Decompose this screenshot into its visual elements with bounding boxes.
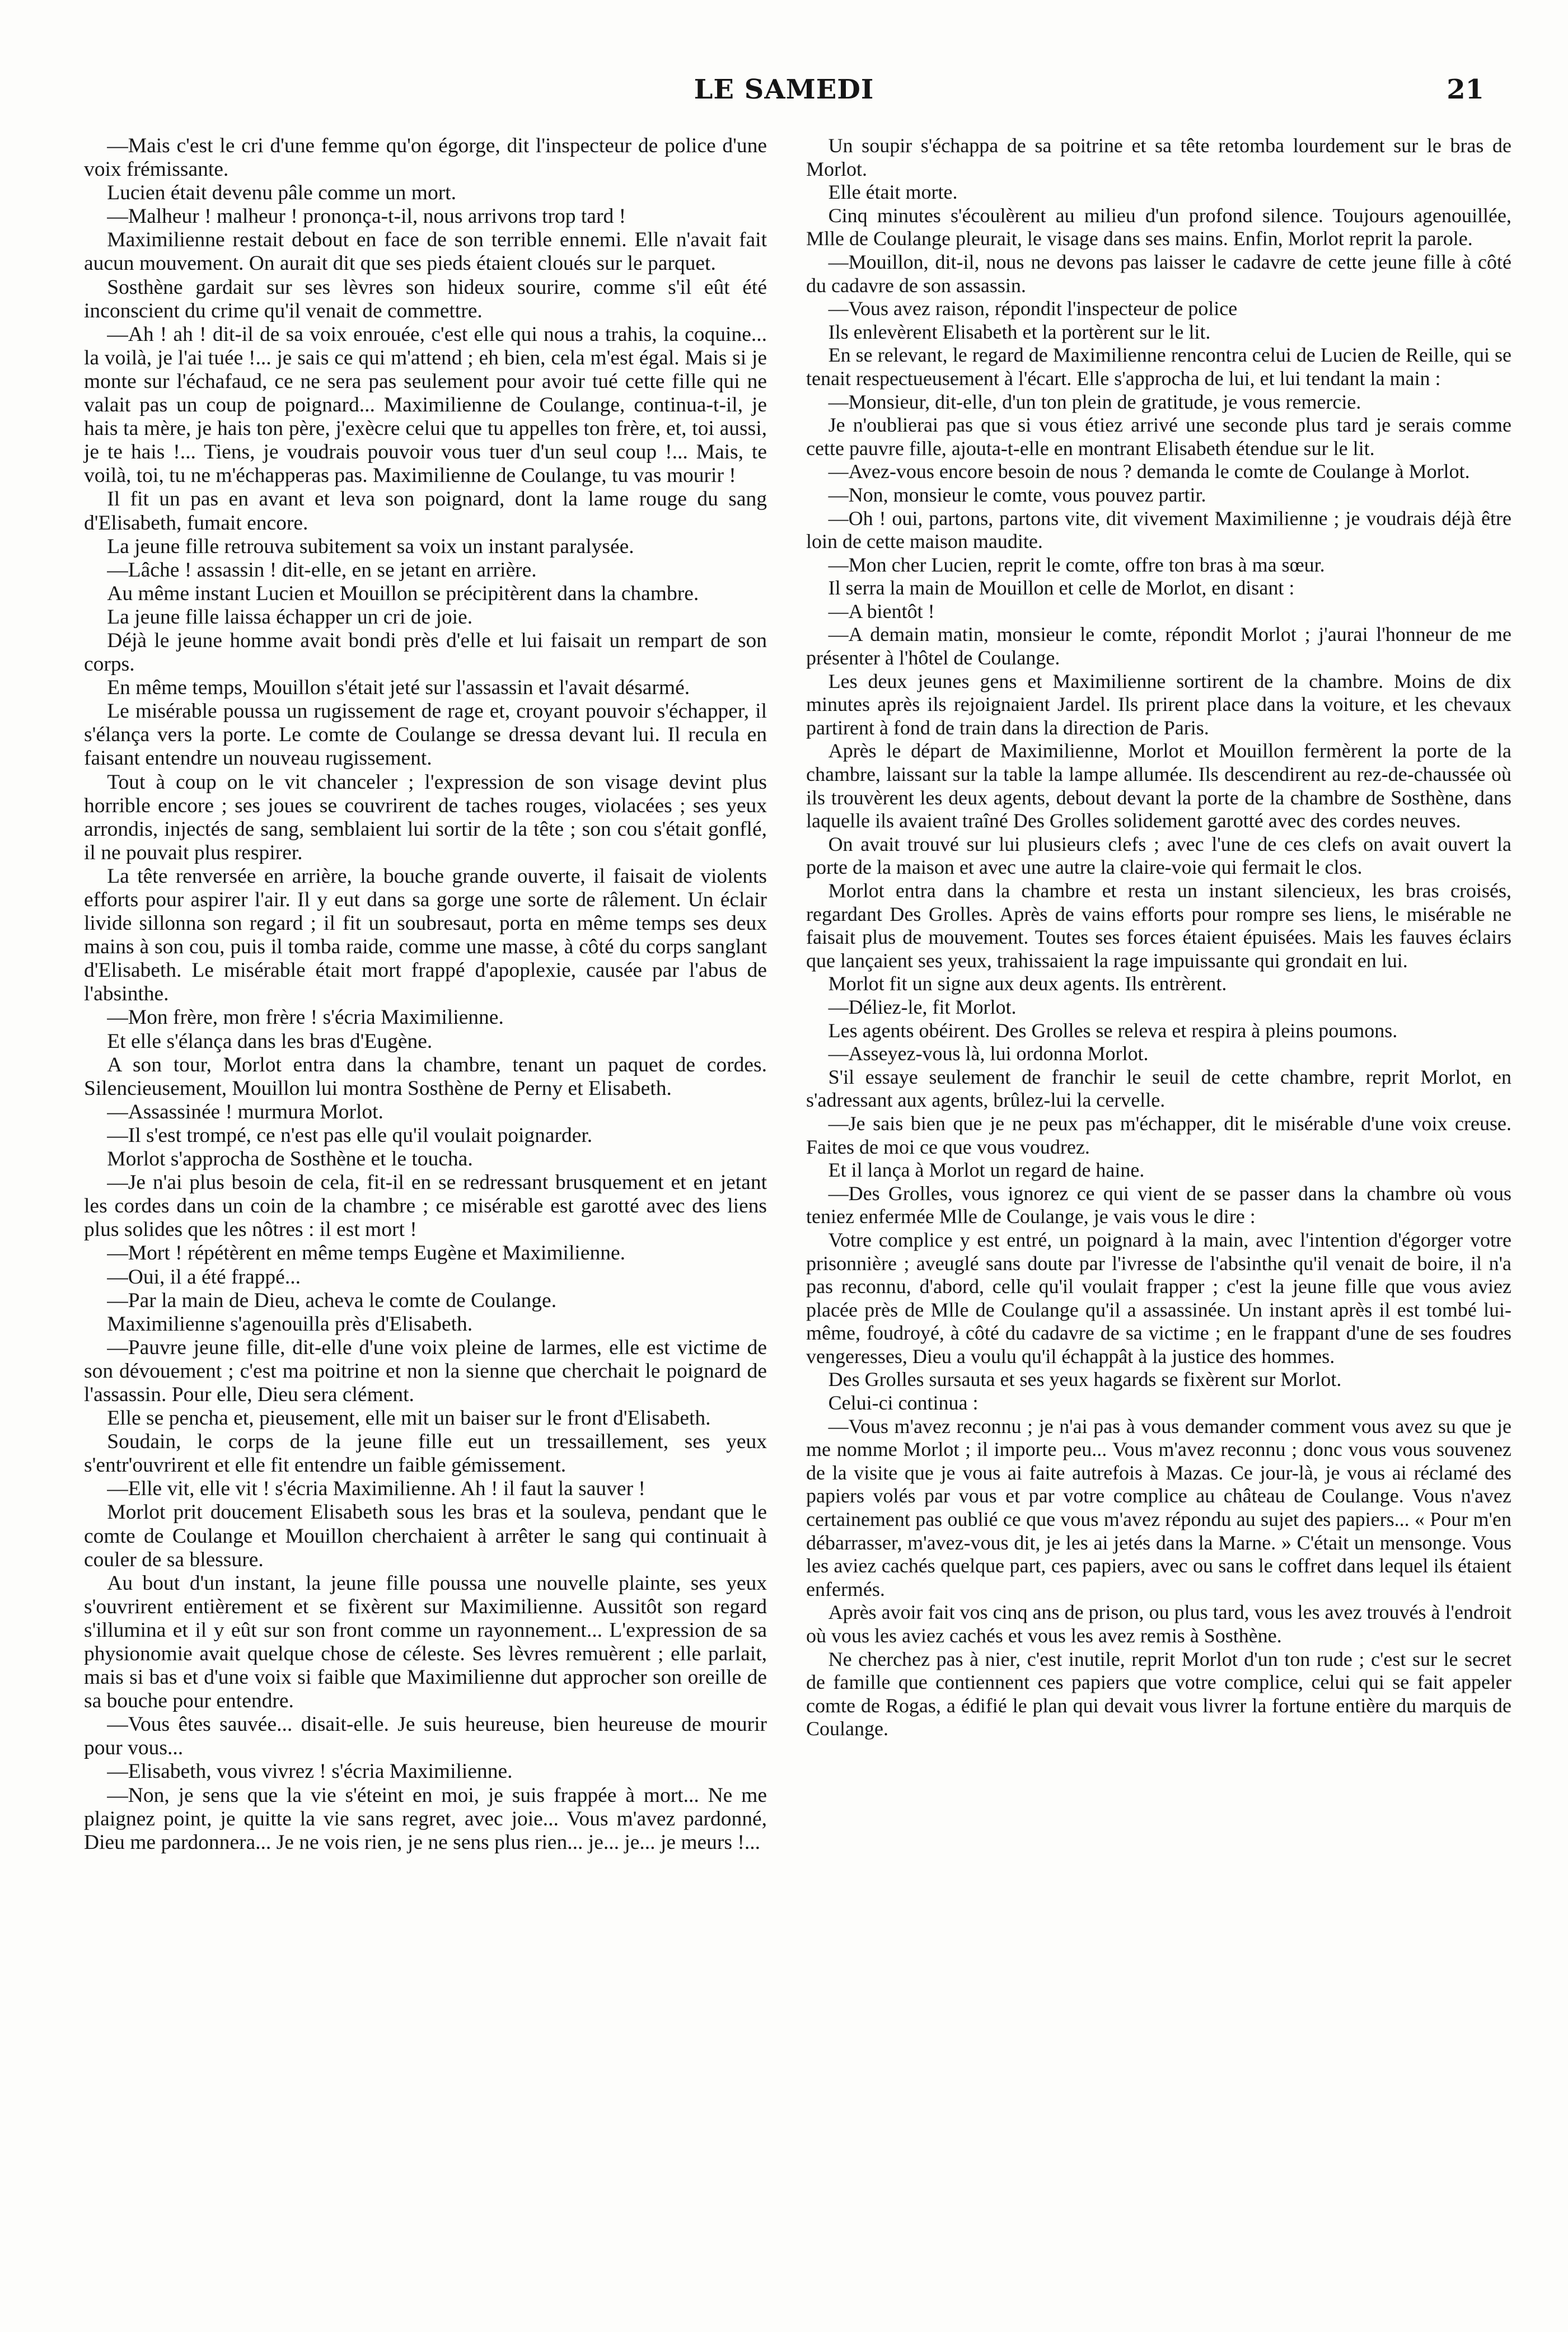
paragraph: —Non, je sens que la vie s'éteint en moi, je suis frappée à mort... Ne me plaignez point, je quitte la vie sans regret, avec joie... Vous m'avez pardonné, Dieu me pardonnera... Je ne vois rien, je ne sens plus rien... je... je... je meurs !... xyxy=(84,1783,767,1854)
paragraph: —Par la main de Dieu, acheva le comte de Coulange. xyxy=(107,1289,557,1312)
paragraph: —Je sais bien que je ne peux pas m'échapper, dit le misérable d'une voix creuse. Faites de moi ce que vous voudrez. xyxy=(806,1112,1511,1158)
paragraph: Après avoir fait vos cinq ans de prison, ou plus tard, vous les avez trouvés à l'endroit où vous les aviez cachés et vous les avez remis à Sosthène. xyxy=(806,1601,1511,1647)
paragraph: Maximilienne restait debout en face de son terrible ennemi. Elle n'avait fait aucun mouvement. On aurait dit que ses pieds étaient cloués sur le parquet. xyxy=(84,228,767,275)
paragraph: La jeune fille retrouva subitement sa voix un instant paralysée. xyxy=(107,535,634,558)
paragraph: —Lâche ! assassin ! dit-elle, en se jetant en arrière. xyxy=(107,558,537,582)
paragraph: Celui-ci continua : xyxy=(828,1392,979,1415)
paragraph: Soudain, le corps de la jeune fille eut un tressaillement, ses yeux s'entr'ouvrirent et elle fit entendre un faible gémissement. xyxy=(84,1430,767,1477)
paragraph: Sosthène gardait sur ses lèvres son hideux sourire, comme s'il eût été inconscient du crime qu'il venait de commettre. xyxy=(84,275,767,322)
paragraph: —Asseyez-vous là, lui ordonna Morlot. xyxy=(828,1042,1149,1065)
paragraph: —Monsieur, dit-elle, d'un ton plein de gratitude, je vous remercie. xyxy=(828,390,1361,413)
paragraph: —Mouillon, dit-il, nous ne devons pas laisser le cadavre de cette jeune fille à côté du cadavre de son assassin. xyxy=(806,250,1511,297)
paragraph: —Malheur ! malheur ! prononça-t-il, nous arrivons trop tard ! xyxy=(107,205,626,228)
paragraph: —Oh ! oui, partons, partons vite, dit vivement Maximilienne ; je voudrais déjà être loin de cette maison maudite. xyxy=(806,507,1511,553)
paragraph: —Mon frère, mon frère ! s'écria Maximilienne. xyxy=(107,1006,504,1029)
paragraph: —Vous avez raison, répondit l'inspecteur de police xyxy=(828,297,1238,320)
paragraph: Elle se pencha et, pieusement, elle mit un baiser sur le front d'Elisabeth. xyxy=(107,1407,711,1430)
paragraph: —Elle vit, elle vit ! s'écria Maximilienne. Ah ! il faut la sauver ! xyxy=(107,1477,645,1501)
paragraph: S'il essaye seulement de franchir le seuil de cette chambre, reprit Morlot, en s'adressant aux agents, brûlez-lui la cervelle. xyxy=(806,1065,1511,1112)
paragraph: Il serra la main de Mouillon et celle de Morlot, en disant : xyxy=(828,577,1295,600)
right-column xyxy=(806,134,1511,1741)
paragraph: Au bout d'un instant, la jeune fille poussa une nouvelle plainte, ses yeux s'ouvrirent entièrement et se fixèrent sur Maximilienne. Aussitôt son regard s'illumina et il y eût sur son front comme un rayonnement... L'expression de sa physionomie avait quelque chose de céleste. Ses lèvres remuèrent ; elle parlait, mais si bas et d'une voix si faible que Maximilienne dut approcher son oreille de sa bouche pour entendre. xyxy=(84,1571,767,1713)
paragraph: —Vous m'avez reconnu ; je n'ai pas à vous demander comment vous avez su que je me nomme Morlot ; il importe peu... Vous m'avez reconnu ; donc vous vous souvenez de la visite que je vous ai faite autrefois à Mazas. Ce jour-là, je vous ai réclamé des papiers volés par vous et par votre complice au château de Coulange. Vous n'avez certainement pas oublié ce que vous m'avez répondu au sujet des papiers... « Pour m'en débarrasser, m'avez-vous dit, je les ai jetés dans la Marne. » C'était un mensonge. Vous les aviez cachés quelque part, ces papiers, avec ou sans le coffret dans lequel ils étaient enfermés. xyxy=(806,1415,1511,1600)
paragraph: Lucien était devenu pâle comme un mort. xyxy=(107,181,456,205)
paragraph: —Je n'ai plus besoin de cela, fit-il en se redressant brusquement et en jetant les cordes dans un coin de la chambre ; ce misérable est garotté avec des liens plus solides que les nôtres : il est mort ! xyxy=(84,1171,767,1242)
paragraph: Les agents obéirent. Des Grolles se releva et respira à pleins poumons. xyxy=(828,1019,1398,1042)
paragraph: On avait trouvé sur lui plusieurs clefs ; avec l'une de ces clefs on avait ouvert la porte de la maison et avec une autre la claire-voie qui fermait le clos. xyxy=(806,832,1511,879)
paragraph: —Oui, il a été frappé... xyxy=(107,1265,301,1289)
paragraph: Il fit un pas en avant et leva son poignard, dont la lame rouge du sang d'Elisabeth, fumait encore. xyxy=(84,488,767,535)
paragraph: Elle était morte. xyxy=(828,181,958,204)
paragraph: Le misérable poussa un rugissement de rage et, croyant pouvoir s'échapper, il s'élança vers la porte. Le comte de Coulange se dressa devant lui. Il recula en faisant entendre un nouveau rugissement. xyxy=(84,700,767,770)
paragraph: Morlot s'approcha de Sosthène et le toucha. xyxy=(107,1148,473,1171)
paragraph: —Mon cher Lucien, reprit le comte, offre ton bras à ma sœur. xyxy=(828,553,1325,576)
paragraph: —Elisabeth, vous vivrez ! s'écria Maximilienne. xyxy=(107,1760,513,1783)
paragraph: Des Grolles sursauta et ses yeux hagards se fixèrent sur Morlot. xyxy=(828,1368,1342,1391)
paragraph: —Déliez-le, fit Morlot. xyxy=(828,995,1017,1018)
paragraph: Morlot entra dans la chambre et resta un instant silencieux, les bras croisés, regardant Des Grolles. Après de vains efforts pour rompre ses liens, le misérable ne faisait plus de mouvement. Toutes ses forces étaient épuisées. Mais les fauves éclairs que lançaient ses yeux, trahissaient la rage impuissante qui grondait en lui. xyxy=(806,879,1511,972)
paragraph: Ils enlevèrent Elisabeth et la portèrent sur le lit. xyxy=(828,320,1211,343)
paragraph: Les deux jeunes gens et Maximilienne sortirent de la chambre. Moins de dix minutes après ils rejoignaient Jardel. Ils prirent place dans la voiture, et les chevaux partirent à fond de train dans la direction de Paris. xyxy=(806,669,1511,739)
paragraph: Tout à coup on le vit chanceler ; l'expression de son visage devint plus horrible encore ; ses joues se couvrirent de taches rouges, violacées ; ses yeux arrondis, injectés de sang, semblaient lui sortir de la tête ; son cou s'était gonflé, il ne pouvait plus respirer. xyxy=(84,770,767,864)
paragraph: Maximilienne s'agenouilla près d'Elisabeth. xyxy=(107,1312,473,1336)
page-header xyxy=(84,66,1484,113)
paragraph: —Avez-vous encore besoin de nous ? demanda le comte de Coulange à Morlot. xyxy=(828,460,1470,483)
paragraph: Et elle s'élança dans les bras d'Eugène. xyxy=(107,1029,433,1053)
paragraph: —Assassinée ! murmura Morlot. xyxy=(107,1100,383,1123)
paragraph: —Non, monsieur le comte, vous pouvez partir. xyxy=(828,483,1206,506)
paragraph: Déjà le jeune homme avait bondi près d'elle et lui faisait un rempart de son corps. xyxy=(84,629,767,676)
paragraph: A son tour, Morlot entra dans la chambre, tenant un paquet de cordes. Silencieusement, Mouillon lui montra Sosthène de Perny et Elisabeth. xyxy=(84,1053,767,1100)
paragraph: Ne cherchez pas à nier, c'est inutile, reprit Morlot d'un ton rude ; c'est sur le secret de famille que contiennent ces papiers que votre complice, celui qui se fait appeler comte de Rogas, a édifié le plan qui devait vous livrer la fortune entière du marquis de Coulange. xyxy=(806,1647,1511,1740)
paragraph: —A demain matin, monsieur le comte, répondit Morlot ; j'aurai l'honneur de me présenter à l'hôtel de Coulange. xyxy=(806,623,1511,669)
paragraph: Après le départ de Maximilienne, Morlot et Mouillon fermèrent la porte de la chambre, laissant sur la table la lampe allumée. Ils descendirent au rez-de-chaussée où ils trouvèrent les deux agents, debout devant la porte de la chambre de Sosthène, dans laquelle ils avaient traîné Des Grolles solidement garotté avec des cordes neuves. xyxy=(806,739,1511,832)
paragraph: Cinq minutes s'écoulèrent au milieu d'un profond silence. Toujours agenouillée, Mlle de Coulange pleurait, le visage dans ses mains. Enfin, Morlot reprit la parole. xyxy=(806,204,1511,250)
left-column xyxy=(84,134,767,1855)
paragraph: —Ah ! ah ! dit-il de sa voix enrouée, c'est elle qui nous a trahis, la coquine... la voilà, je l'ai tuée !... je sais ce qui m'attend ; eh bien, cela m'est égal. Mais si je monte sur l'échafaud, ce ne sera pas seulement pour avoir tué cette fille qui ne valait pas un coup de poignard... Maximilienne de Coulange, continua-t-il, je hais ta mère, je hais ton père, j'exècre celui que tu appelles ton frère, et, toi aussi, je te hais !... Tiens, je voudrais pouvoir vous tuer d'un seul coup !... Mais, te voilà, toi, tu ne m'échapperas pas. Maximilienne de Coulange, tu vas mourir ! xyxy=(84,322,767,488)
paragraph: En se relevant, le regard de Maximilienne rencontra celui de Lucien de Reille, qui se tenait respectueusement à l'écart. Elle s'approcha de lui, et lui tendant la main : xyxy=(806,344,1511,390)
paragraph: Morlot prit doucement Elisabeth sous les bras et la souleva, pendant que le comte de Coulange et Mouillon cherchaient à arrêter le sang qui continuait à couler de sa blessure. xyxy=(84,1501,767,1571)
paragraph: Un soupir s'échappa de sa poitrine et sa tête retomba lourdement sur le bras de Morlot. xyxy=(806,134,1511,180)
paragraph: —Pauvre jeune fille, dit-elle d'une voix pleine de larmes, elle est victime de son dévouement ; c'est ma poitrine et non la sienne que cherchait le poignard de l'assassin. Pour elle, Dieu sera clément. xyxy=(84,1336,767,1406)
paragraph: Morlot fit un signe aux deux agents. Ils entrèrent. xyxy=(828,972,1227,995)
paragraph: La jeune fille laissa échapper un cri de joie. xyxy=(107,605,473,629)
paragraph: —Des Grolles, vous ignorez ce qui vient de se passer dans la chambre où vous teniez enfermée Mlle de Coulange, je vais vous le dire : xyxy=(806,1182,1511,1228)
paragraph: En même temps, Mouillon s'était jeté sur l'assassin et l'avait désarmé. xyxy=(107,676,690,700)
paragraph: —Vous êtes sauvée... disait-elle. Je suis heureuse, bien heureuse de mourir pour vous... xyxy=(84,1713,767,1760)
paragraph: Je n'oublierai pas que si vous étiez arrivé une seconde plus tard je serais comme cette pauvre fille, ajouta-t-elle en montrant Elisabeth étendue sur le lit. xyxy=(806,414,1511,460)
paragraph: —Mais c'est le cri d'une femme qu'on égorge, dit l'inspecteur de police d'une voix frémissante. xyxy=(84,134,767,181)
paragraph: —Mort ! répétèrent en même temps Eugène et Maximilienne. xyxy=(107,1242,625,1265)
running-title: LE SAMEDI xyxy=(694,74,874,105)
paragraph: —Il s'est trompé, ce n'est pas elle qu'il voulait poignarder. xyxy=(107,1123,593,1147)
paragraph: —A bientôt ! xyxy=(828,600,935,622)
paragraph: Et il lança à Morlot un regard de haine. xyxy=(828,1159,1145,1182)
paragraph: La tête renversée en arrière, la bouche grande ouverte, il faisait de violents efforts pour aspirer l'air. Il y eut dans sa gorge une sorte de râlement. Un éclair livide sillonna son regard ; il fit un soubresaut, porta en même temps ses deux mains à son cou, puis il tomba raide, comme une masse, à côté du corps sanglant d'Elisabeth. Le misérable était mort frappé d'apoplexie, causée par l'abus de l'absinthe. xyxy=(84,864,767,1006)
paragraph: Au même instant Lucien et Mouillon se précipitèrent dans la chambre. xyxy=(107,582,699,605)
paragraph: Votre complice y est entré, un poignard à la main, avec l'intention d'égorger votre prisonnière ; aveuglé sans doute par l'ivresse de l'absinthe qu'il venait de boire, il n'a pas reconnu, d'abord, celle qu'il voulait frapper ; c'est la jeune fille que vous aviez placée près de Mlle de Coulange qu'il a assassinée. Un instant après il est tombé lui-même, foudroyé, à côté du cadavre de sa victime ; en le frappant d'une de ses foudres vengeresses, Dieu a voulu qu'il échappât à la justice des hommes. xyxy=(806,1228,1511,1368)
page-number: 21 xyxy=(1447,74,1484,105)
